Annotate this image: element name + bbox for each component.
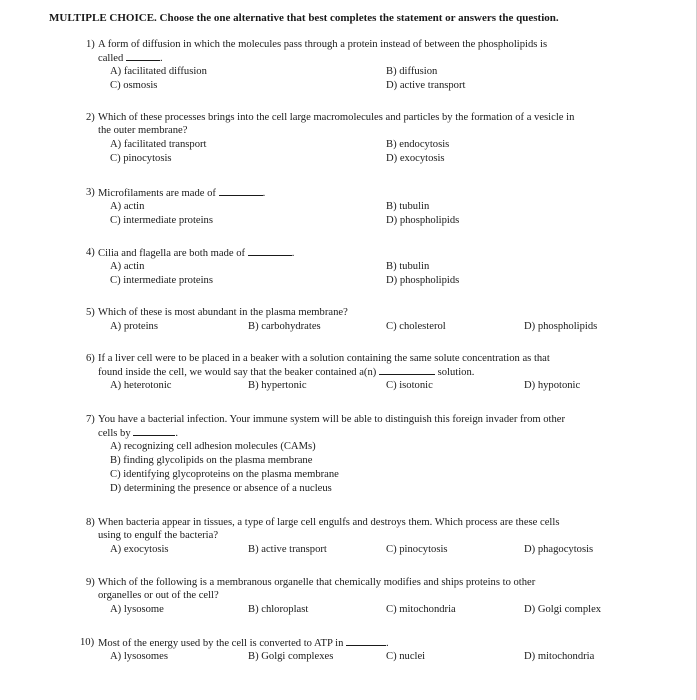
answer-option: D) mitochondria <box>524 651 595 662</box>
question-text-line: Which of these is most abundant in the plasma membrane? <box>98 307 348 318</box>
answer-option: A) recognizing cell adhesion molecules (CAMs) <box>110 441 316 452</box>
question-text-line: Which of these processes brings into the cell large macromolecules and particles by the formation of a vesicle in <box>98 112 575 123</box>
question-text-line: If a liver cell were to be placed in a beaker with a solution containing the same solute concentration as that <box>98 353 550 364</box>
question-text-line: When bacteria appear in tissues, a type of large cell engulfs and destroys them. Which process are these cells <box>98 517 560 528</box>
question-number: 7) <box>86 414 95 425</box>
answer-blank <box>126 51 160 61</box>
question-text-line: called . <box>98 53 163 64</box>
question-text-line: Most of the energy used by the cell is converted to ATP in . <box>98 638 389 649</box>
question-text-line: organelles or out of the cell? <box>98 590 219 601</box>
answer-option: B) diffusion <box>386 66 438 77</box>
answer-option: C) intermediate proteins <box>110 275 213 286</box>
answer-option: C) identifying glycoproteins on the plasma membrane <box>110 469 339 480</box>
question-number: 8) <box>86 517 95 528</box>
answer-option: B) chloroplast <box>248 604 309 615</box>
question-number: 6) <box>86 353 95 364</box>
answer-option: D) phospholipids <box>386 275 460 286</box>
question-number: 2) <box>86 112 95 123</box>
answer-option: D) exocytosis <box>386 153 445 164</box>
answer-option: C) osmosis <box>110 80 158 91</box>
question-text-line: found inside the cell, we would say that the beaker contained a(n) solution. <box>98 367 475 378</box>
answer-blank <box>133 426 175 436</box>
answer-option: A) actin <box>110 201 145 212</box>
answer-blank <box>346 636 386 646</box>
answer-option: C) cholesterol <box>386 321 446 332</box>
answer-option: C) nuclei <box>386 651 426 662</box>
answer-option: A) proteins <box>110 321 158 332</box>
answer-option: C) mitochondria <box>386 604 456 615</box>
answer-option: B) carbohydrates <box>248 321 321 332</box>
answer-option: A) actin <box>110 261 145 272</box>
answer-option: C) pinocytosis <box>386 544 448 555</box>
question-number: 9) <box>86 577 95 588</box>
answer-option: D) phospholipids <box>524 321 598 332</box>
answer-blank <box>379 365 435 375</box>
question-number: 10) <box>80 637 95 648</box>
answer-option: D) phagocytosis <box>524 544 594 555</box>
answer-option: B) finding glycolipids on the plasma membrane <box>110 455 313 466</box>
answer-option: B) Golgi complexes <box>248 651 334 662</box>
answer-option: A) facilitated diffusion <box>110 66 207 77</box>
question-text-line: cells by . <box>98 428 178 439</box>
question-text-line: the outer membrane? <box>98 125 188 136</box>
answer-option: C) isotonic <box>386 380 433 391</box>
question-number: 5) <box>86 307 95 318</box>
answer-option: B) endocytosis <box>386 139 450 150</box>
answer-option: C) intermediate proteins <box>110 215 213 226</box>
answer-option: D) Golgi complex <box>524 604 602 615</box>
answer-option: D) active transport <box>386 80 466 91</box>
answer-option: A) lysosomes <box>110 651 168 662</box>
question-number: 3) <box>86 187 95 198</box>
answer-option: B) tubulin <box>386 201 430 212</box>
answer-option: D) phospholipids <box>386 215 460 226</box>
answer-option: A) exocytosis <box>110 544 169 555</box>
answer-blank <box>248 246 292 256</box>
answer-option: D) determining the presence or absence of a nucleus <box>110 483 332 494</box>
answer-blank <box>219 186 263 196</box>
answer-option: A) heterotonic <box>110 380 172 391</box>
question-text-line: using to engulf the bacteria? <box>98 530 219 541</box>
question-number: 1) <box>86 39 95 50</box>
question-number: 4) <box>86 247 95 258</box>
question-text-line: Cilia and flagella are both made of . <box>98 248 295 259</box>
question-text-line: You have a bacterial infection. Your immune system will be able to distinguish this foreign invader from other <box>98 414 566 425</box>
question-text-line: Microfilaments are made of . <box>98 188 266 199</box>
answer-option: B) hypertonic <box>248 380 307 391</box>
section-header: MULTIPLE CHOICE. Choose the one alternative that best completes the statement or answers the question. <box>49 12 559 24</box>
question-text-line: A form of diffusion in which the molecules pass through a protein instead of between the phospholipids is <box>98 39 548 50</box>
question-text-line: Which of the following is a membranous organelle that chemically modifies and ships proteins to other <box>98 577 536 588</box>
answer-option: D) hypotonic <box>524 380 581 391</box>
answer-option: A) lysosome <box>110 604 164 615</box>
answer-option: A) facilitated transport <box>110 139 207 150</box>
answer-option: C) pinocytosis <box>110 153 172 164</box>
answer-option: B) active transport <box>248 544 327 555</box>
answer-option: B) tubulin <box>386 261 430 272</box>
